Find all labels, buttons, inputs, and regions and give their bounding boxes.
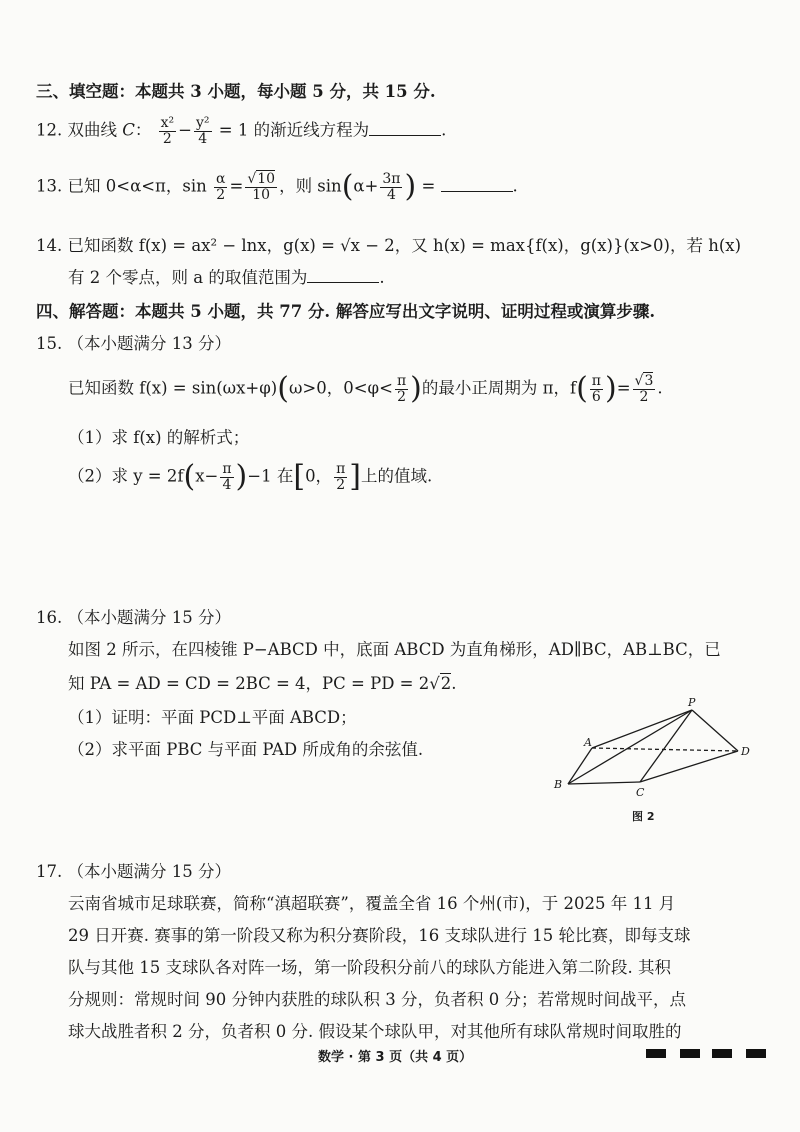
question-15-stem: 已知函数 f(x) = sin(ωx+φ)(ω>0，0<φ< $\frac{\pi}{2}$ )的最小正周期为 π，f( $\frac{\pi}{6}$ )= $\frac{√3}{2}$ .	[68, 371, 663, 407]
question-17-line: 云南省城市足球联赛，简称“滇超联赛”，覆盖全省 16 个州(市)，于 2025 年 11 月	[68, 894, 676, 913]
label-A: A	[584, 736, 592, 749]
edge-CD	[640, 751, 738, 782]
page-footer: 数学 · 第 3 页（共 4 页）	[318, 1050, 473, 1065]
fraction-y2-over-4: $\frac{\text{y²}}{4}$	[195, 115, 210, 147]
question-15-part1: （1）求 f(x) 的解析式；	[68, 428, 250, 447]
question-17-line: 球大战胜者积 2 分，负者积 0 分. 假设某个球队甲，对其他所有球队常规时间取胜的	[68, 1022, 682, 1041]
registration-mark	[680, 1049, 700, 1058]
edge-PC	[640, 710, 692, 782]
question-14-line1: 14. 已知函数 f(x) = ax² − lnx，g(x) = √x − 2，又 h(x) = max{f(x)，g(x)}(x>0)，若 h(x)	[36, 236, 742, 255]
edge-BC	[568, 782, 640, 784]
registration-mark	[646, 1049, 666, 1058]
fraction-sqrt10-over-10: $\frac{√10}{10}$	[247, 171, 276, 203]
question-16-line2: 知 PA = AD = CD = 2BC = 4，PC = PD = 2√2.	[68, 674, 457, 693]
question-16-line1: 如图 2 所示，在四棱锥 P−ABCD 中，底面 ABCD 为直角梯形，AD∥BC，AB⊥BC，已	[68, 640, 721, 659]
fraction-x2-over-2: $\frac{\text{x²}}{2}$	[160, 115, 175, 147]
question-16-header: 16. （本小题满分 15 分）	[36, 608, 231, 627]
fraction-alpha-over-2: $\frac{\alpha}{2}$	[216, 171, 226, 203]
edge-PD	[692, 710, 738, 751]
question-16-part1: （1）证明：平面 PCD⊥平面 ABCD；	[68, 708, 357, 727]
section3-heading: 三、填空题：本题共 3 小题，每小题 5 分，共 15 分.	[36, 82, 436, 101]
edge-PA	[592, 710, 692, 748]
section4-heading: 四、解答题：本题共 5 小题，共 77 分. 解答应写出文字说明、证明过程或演算步骤.	[36, 302, 656, 321]
question-12: 12. 双曲线 C： $\frac{\text{x²}}{2}$ − $\frac{\text{y²}}{4}$ = 1 的渐近线方程为 .	[36, 115, 447, 147]
question-15-part2: （2）求 y = 2f(x− $\frac{\pi}{4}$ )−1 在[0， $\frac{\pi}{2}$ ]上的值域.	[68, 459, 433, 495]
label-C: C	[636, 786, 645, 799]
answer-blank[interactable]	[369, 121, 441, 136]
question-13: 13. 已知 0<α<π，sin $\frac{\alpha}{2}$ = $\frac{√10}{10}$ ，则 sin(α+ $\frac{3\pi}{4}$ ) = .	[36, 169, 518, 205]
answer-blank[interactable]	[307, 268, 379, 283]
label-B: B	[554, 778, 563, 791]
pyramid-figure	[548, 696, 768, 826]
fraction-3pi-over-4: $\frac{3\pi}{4}$	[382, 171, 401, 203]
figure-caption: 图 2	[632, 810, 655, 823]
answer-blank[interactable]	[441, 177, 513, 192]
question-17-line: 队与其他 15 支球队各对阵一场，第一阶段积分前八的球队方能进入第二阶段. 其积	[68, 958, 671, 977]
question-17-header: 17. （本小题满分 15 分）	[36, 862, 231, 881]
registration-mark	[712, 1049, 732, 1058]
registration-mark	[746, 1049, 766, 1058]
edge-BA	[568, 748, 592, 784]
label-P: P	[688, 696, 696, 709]
question-17-line: 29 日开赛. 赛事的第一阶段又称为积分赛阶段，16 支球队进行 15 轮比赛，即每支球	[68, 926, 691, 945]
question-17-line: 分规则：常规时间 90 分钟内获胜的球队积 3 分，负者积 0 分；若常规时间战平，点	[68, 990, 686, 1009]
question-14-line2: 有 2 个零点，则 a 的取值范围为 .	[68, 268, 385, 287]
label-D: D	[741, 745, 750, 758]
question-15-header: 15. （本小题满分 13 分）	[36, 334, 231, 353]
question-16-part2: （2）求平面 PBC 与平面 PAD 所成角的余弦值.	[68, 740, 424, 759]
